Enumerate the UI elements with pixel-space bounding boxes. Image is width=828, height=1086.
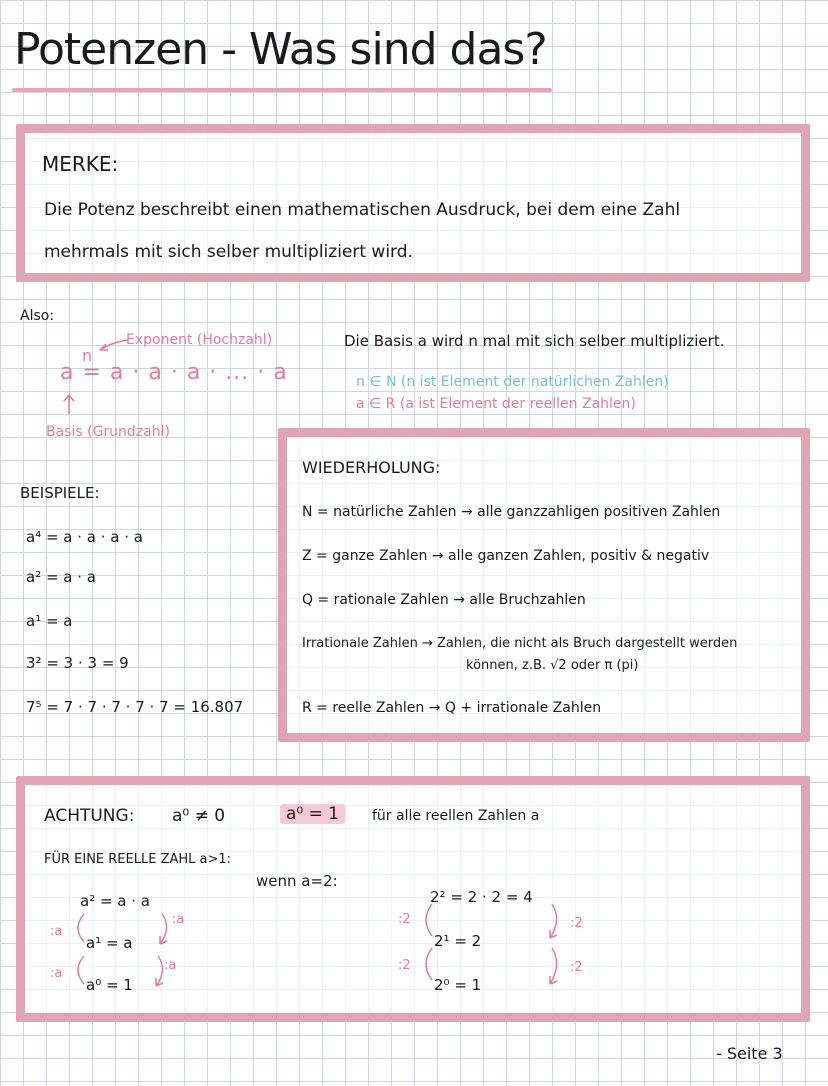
irrationals-line-2: können, z.B. √2 oder π (pi)	[466, 658, 639, 673]
merke-heading: MERKE:	[42, 152, 119, 176]
wiederholung-heading: WIEDERHOLUNG:	[302, 458, 441, 477]
achtung-heading: ACHTUNG:	[44, 806, 135, 826]
left-divide-label: :a	[172, 912, 185, 927]
also-label: Also:	[20, 308, 55, 324]
irrationals-line-1: Irrationale Zahlen → Zahlen, die nicht als Bruch dargestellt werden	[302, 636, 738, 651]
right-divide-label: :2	[398, 958, 411, 973]
example-item: a² = a · a	[26, 568, 96, 586]
merke-line-1: Die Potenz beschreibt einen mathematischen Ausdruck, bei dem eine Zahl	[44, 200, 681, 220]
right-divide-label: :2	[398, 912, 411, 927]
example-item: 3² = 3 · 3 = 9	[26, 654, 129, 672]
right-divide-label: :2	[570, 960, 583, 975]
a-element-text: a ∈ R (a ist Element der reellen Zahlen)	[356, 396, 636, 412]
left-divide-label: :a	[50, 924, 63, 939]
example-item: a¹ = a	[26, 612, 73, 630]
integers-line: Z = ganze Zahlen → alle ganzen Zahlen, positiv & negativ	[302, 548, 710, 564]
exponent-label: Exponent (Hochzahl)	[126, 332, 273, 348]
for-all-text: für alle reellen Zahlen a	[372, 808, 540, 824]
left-row: a⁰ = 1	[86, 976, 133, 994]
left-divide-label: :a	[50, 966, 63, 981]
condition-text: FÜR EINE REELLE ZAHL a>1:	[44, 852, 232, 867]
right-row: 2¹ = 2	[434, 932, 482, 950]
right-divide-label: :2	[570, 916, 583, 931]
right-arrows-icon	[414, 900, 574, 996]
exponent-arrow-icon	[96, 336, 130, 354]
n-element-text: n ∈ N (n ist Element der natürlichen Zahlen)	[356, 374, 669, 390]
right-row: 2⁰ = 1	[434, 976, 482, 994]
left-row: a² = a · a	[80, 892, 150, 910]
base-explain: Die Basis a wird n mal mit sich selber multipliziert.	[344, 332, 725, 350]
example-item: a⁴ = a · a · a · a	[26, 528, 143, 546]
example-item: 7⁵ = 7 · 7 · 7 · 7 · 7 = 16.807	[26, 698, 244, 716]
not-zero-rule: a⁰ ≠ 0	[172, 806, 226, 826]
rationals-line: Q = rationale Zahlen → alle Bruchzahlen	[302, 592, 586, 608]
merke-line-2: mehrmals mit sich selber multipliziert wird.	[44, 242, 413, 262]
equals-one-rule: a⁰ = 1	[280, 804, 345, 824]
page-number: - Seite 3	[716, 1044, 783, 1063]
left-row: a¹ = a	[86, 934, 133, 952]
page-title: Potenzen - Was sind das?	[14, 24, 547, 75]
left-divide-label: :a	[164, 958, 177, 973]
left-arrows-icon	[66, 906, 186, 998]
beispiele-heading: BEISPIELE:	[20, 484, 100, 502]
base-arrow-icon	[62, 392, 76, 416]
reals-line: R = reelle Zahlen → Q + irrationale Zahlen	[302, 700, 602, 716]
example-condition: wenn a=2:	[256, 872, 338, 890]
right-row: 2² = 2 · 2 = 4	[430, 888, 533, 906]
exponent-n: n	[82, 346, 93, 365]
natural-numbers-line: N = natürliche Zahlen → alle ganzzahligen positiven Zahlen	[302, 504, 721, 520]
base-label: Basis (Grundzahl)	[46, 424, 170, 440]
title-underline	[12, 88, 552, 92]
power-formula: a = a · a · a · ... · a	[60, 360, 288, 385]
